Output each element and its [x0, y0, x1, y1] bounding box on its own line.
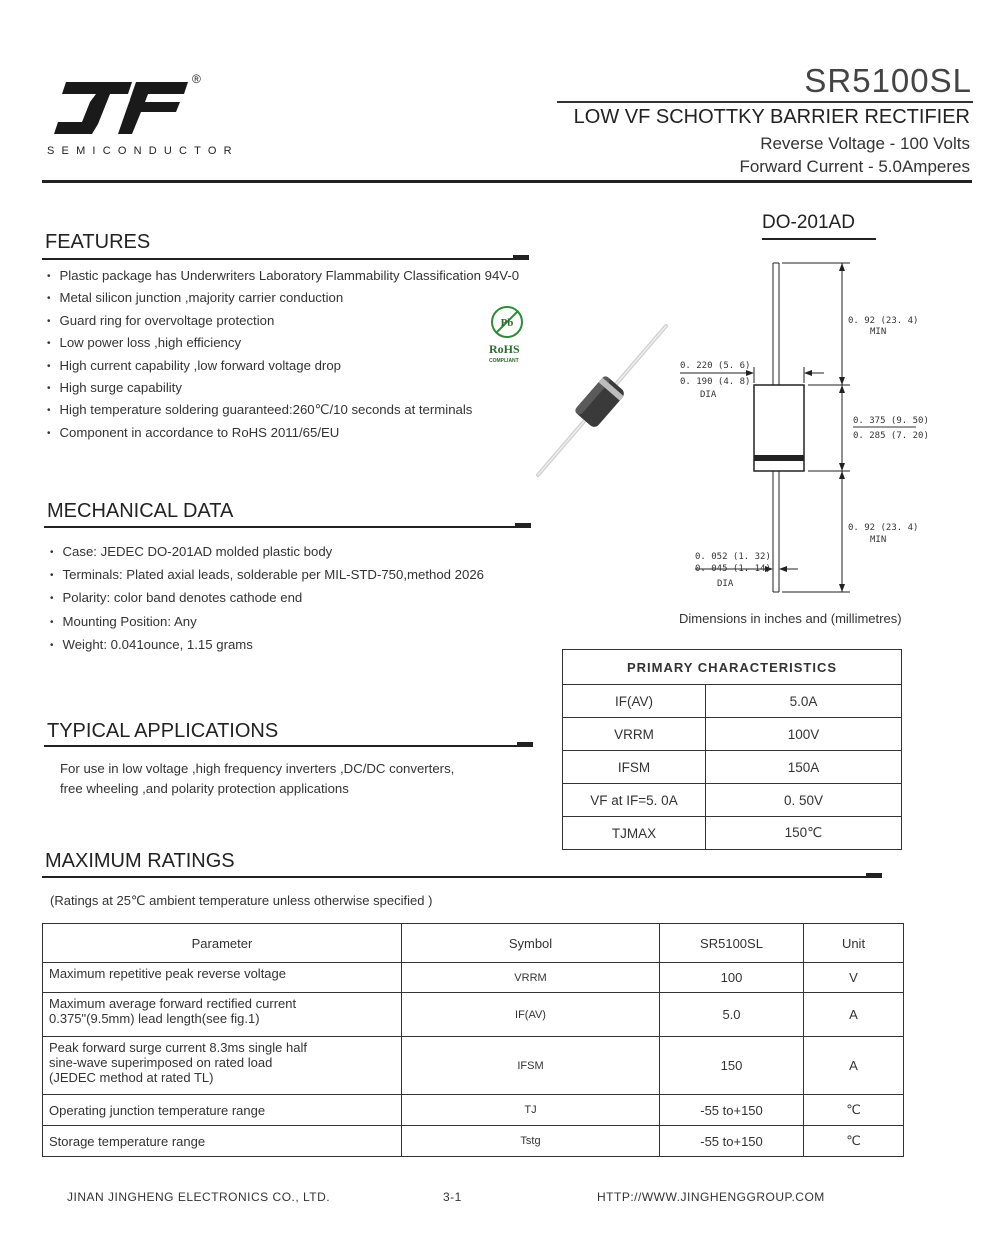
rating-parameter	[43, 1126, 402, 1157]
company-logo	[52, 80, 192, 136]
rating-parameter	[43, 963, 402, 993]
feature-item: • High temperature soldering guaranteed:260℃/10 seconds at terminals	[47, 400, 519, 422]
rating-unit: A	[804, 1037, 904, 1095]
table-row	[43, 993, 904, 1037]
maximum-ratings-table	[42, 923, 904, 1157]
rating-value: 100	[660, 963, 804, 993]
dim-lead-top-min: MIN	[870, 327, 887, 337]
features-rule	[42, 258, 529, 260]
rating-symbol: IFSM	[402, 1037, 660, 1095]
primary-characteristics-table	[562, 649, 902, 850]
applications-rule	[44, 745, 533, 747]
feature-item: • High surge capability	[47, 378, 519, 400]
main-divider	[42, 180, 972, 183]
rating-parameter	[43, 993, 402, 1037]
rating-parameter-line: Maximum repetitive peak reverse voltage	[49, 966, 286, 981]
footer-page-number: 3-1	[443, 1190, 462, 1204]
rating-parameter-line: (JEDEC method at rated TL)	[49, 1070, 214, 1085]
feature-item: • Metal silicon junction ,majority carrier conduction	[47, 288, 519, 310]
pb-text: Pb	[500, 317, 514, 329]
dim-lead-dia-label: DIA	[717, 579, 734, 589]
package-name: DO-201AD	[762, 212, 855, 233]
rating-value: -55 to+150	[660, 1126, 804, 1157]
primary-param: IFSM	[563, 751, 706, 784]
mechanical-item: • Terminals: Plated axial leads, solderable per MIL-STD-750,method 2026	[50, 564, 484, 587]
mechanical-item: • Mounting Position: Any	[50, 611, 484, 634]
table-row	[563, 784, 902, 817]
diode-illustration	[530, 320, 675, 480]
rating-parameter-line: Peak forward surge current 8.3ms single half	[49, 1040, 307, 1055]
mechanical-item: • Weight: 0.041ounce, 1.15 grams	[50, 634, 484, 657]
rating-parameter-line: Maximum average forward rectified current	[49, 996, 297, 1011]
table-row	[563, 718, 902, 751]
mechanical-rule-cap	[515, 523, 531, 528]
dim-body-length-min: 0. 285 (7. 20)	[853, 431, 929, 441]
feature-item: • Low power loss ,high efficiency	[47, 333, 519, 355]
table-row	[563, 685, 902, 718]
mechanical-item: • Polarity: color band denotes cathode end	[50, 587, 484, 610]
reverse-voltage-spec: Reverse Voltage - 100 Volts	[760, 134, 970, 153]
package-dimension-drawing	[670, 255, 930, 600]
company-name: SEMICONDUCTOR	[47, 145, 239, 157]
header-symbol: Symbol	[402, 924, 660, 963]
dim-lead-dia-min: 0. 045 (1. 14)	[695, 564, 771, 574]
rating-parameter-line: Operating junction temperature range	[49, 1102, 266, 1118]
rating-unit: ℃	[804, 1095, 904, 1126]
rating-unit: ℃	[804, 1126, 904, 1157]
rating-value: -55 to+150	[660, 1095, 804, 1126]
registered-mark: ®	[192, 72, 201, 86]
table-row	[563, 817, 902, 850]
rating-parameter-line: sine-wave superimposed on rated load	[49, 1055, 273, 1070]
table-row	[43, 1095, 904, 1126]
applications-title: TYPICAL APPLICATIONS	[47, 720, 279, 742]
table-row	[43, 1126, 904, 1157]
rating-parameter	[43, 1095, 402, 1126]
dim-lead-top-length: 0. 92 (23. 4)	[848, 316, 919, 326]
rating-symbol: TJ	[402, 1095, 660, 1126]
dim-body-dia-max: 0. 220 (5. 6)	[680, 361, 751, 371]
rating-symbol: IF(AV)	[402, 993, 660, 1037]
table-header-row	[43, 924, 904, 963]
mechanical-item: • Case: JEDEC DO-201AD molded plastic body	[50, 541, 484, 564]
ratings-rule-cap	[866, 873, 882, 878]
product-subtitle: LOW VF SCHOTTKY BARRIER RECTIFIER	[573, 106, 970, 128]
dim-lead-bottom-length: 0. 92 (23. 4)	[848, 523, 919, 533]
dim-body-dia-label: DIA	[700, 390, 717, 400]
dim-body-dia-min: 0. 190 (4. 8)	[680, 377, 751, 387]
primary-param: TJMAX	[563, 817, 706, 850]
forward-current-spec: Forward Current - 5.0Amperes	[739, 157, 970, 176]
rating-unit: A	[804, 993, 904, 1037]
footer-url: HTTP://WWW.JINGHENGGROUP.COM	[597, 1190, 825, 1204]
dimension-caption: Dimensions in inches and (millimetres)	[679, 611, 902, 626]
header-divider	[557, 101, 973, 103]
rating-symbol: Tstg	[402, 1126, 660, 1157]
mechanical-rule	[44, 526, 531, 528]
rating-symbol: VRRM	[402, 963, 660, 993]
table-row	[43, 963, 904, 993]
feature-item: • Guard ring for overvoltage protection	[47, 311, 519, 333]
features-list	[47, 266, 519, 445]
applications-line: free wheeling ,and polarity protection applications	[60, 781, 349, 796]
feature-item: • High current capability ,low forward voltage drop	[47, 356, 519, 378]
applications-line: For use in low voltage ,high frequency inverters ,DC/DC converters,	[60, 761, 455, 776]
rating-value: 5.0	[660, 993, 804, 1037]
ratings-rule	[42, 876, 882, 878]
mechanical-list	[50, 541, 484, 657]
primary-value: 150℃	[706, 817, 902, 850]
ratings-note: (Ratings at 25℃ ambient temperature unless otherwise specified )	[50, 893, 433, 908]
primary-param: IF(AV)	[563, 685, 706, 718]
pb-free-icon	[480, 303, 536, 343]
applications-rule-cap	[517, 742, 533, 747]
table-row	[43, 1037, 904, 1095]
primary-param: VRRM	[563, 718, 706, 751]
header-unit: Unit	[804, 924, 904, 963]
cathode-band	[754, 455, 804, 461]
header-parameter: Parameter	[43, 924, 402, 963]
primary-table-title: PRIMARY CHARACTERISTICS	[563, 650, 902, 685]
rating-parameter-line: 0.375"(9.5mm) lead length(see fig.1)	[49, 1011, 260, 1026]
mechanical-title: MECHANICAL DATA	[47, 500, 234, 522]
rating-parameter-line: Storage temperature range	[49, 1133, 206, 1149]
dim-lead-dia-max: 0. 052 (1. 32)	[695, 552, 771, 562]
primary-value: 150A	[706, 751, 902, 784]
feature-item: • Plastic package has Underwriters Laboratory Flammability Classification 94V-0	[47, 266, 519, 288]
rating-unit: V	[804, 963, 904, 993]
rohs-compliant: COMPLIANT	[489, 358, 519, 364]
part-number: SR5100SL	[804, 62, 972, 99]
table-row	[563, 751, 902, 784]
header-part: SR5100SL	[660, 924, 804, 963]
rohs-label: RoHS	[489, 342, 520, 356]
rating-parameter	[43, 1037, 402, 1095]
primary-value: 100V	[706, 718, 902, 751]
applications-text	[60, 759, 454, 799]
footer-company: JINAN JINGHENG ELECTRONICS CO., LTD.	[67, 1190, 331, 1204]
rating-value: 150	[660, 1037, 804, 1095]
primary-param: VF at IF=5. 0A	[563, 784, 706, 817]
primary-value: 0. 50V	[706, 784, 902, 817]
primary-value: 5.0A	[706, 685, 902, 718]
rohs-badge	[480, 303, 536, 369]
package-name-rule	[762, 238, 876, 240]
features-rule-cap	[513, 255, 529, 260]
feature-item: • Component in accordance to RoHS 2011/65/EU	[47, 423, 519, 445]
features-title: FEATURES	[45, 231, 151, 253]
dim-lead-bottom-min: MIN	[870, 535, 887, 545]
dim-body-length-max: 0. 375 (9. 50)	[853, 416, 929, 426]
ratings-title: MAXIMUM RATINGS	[45, 850, 235, 872]
